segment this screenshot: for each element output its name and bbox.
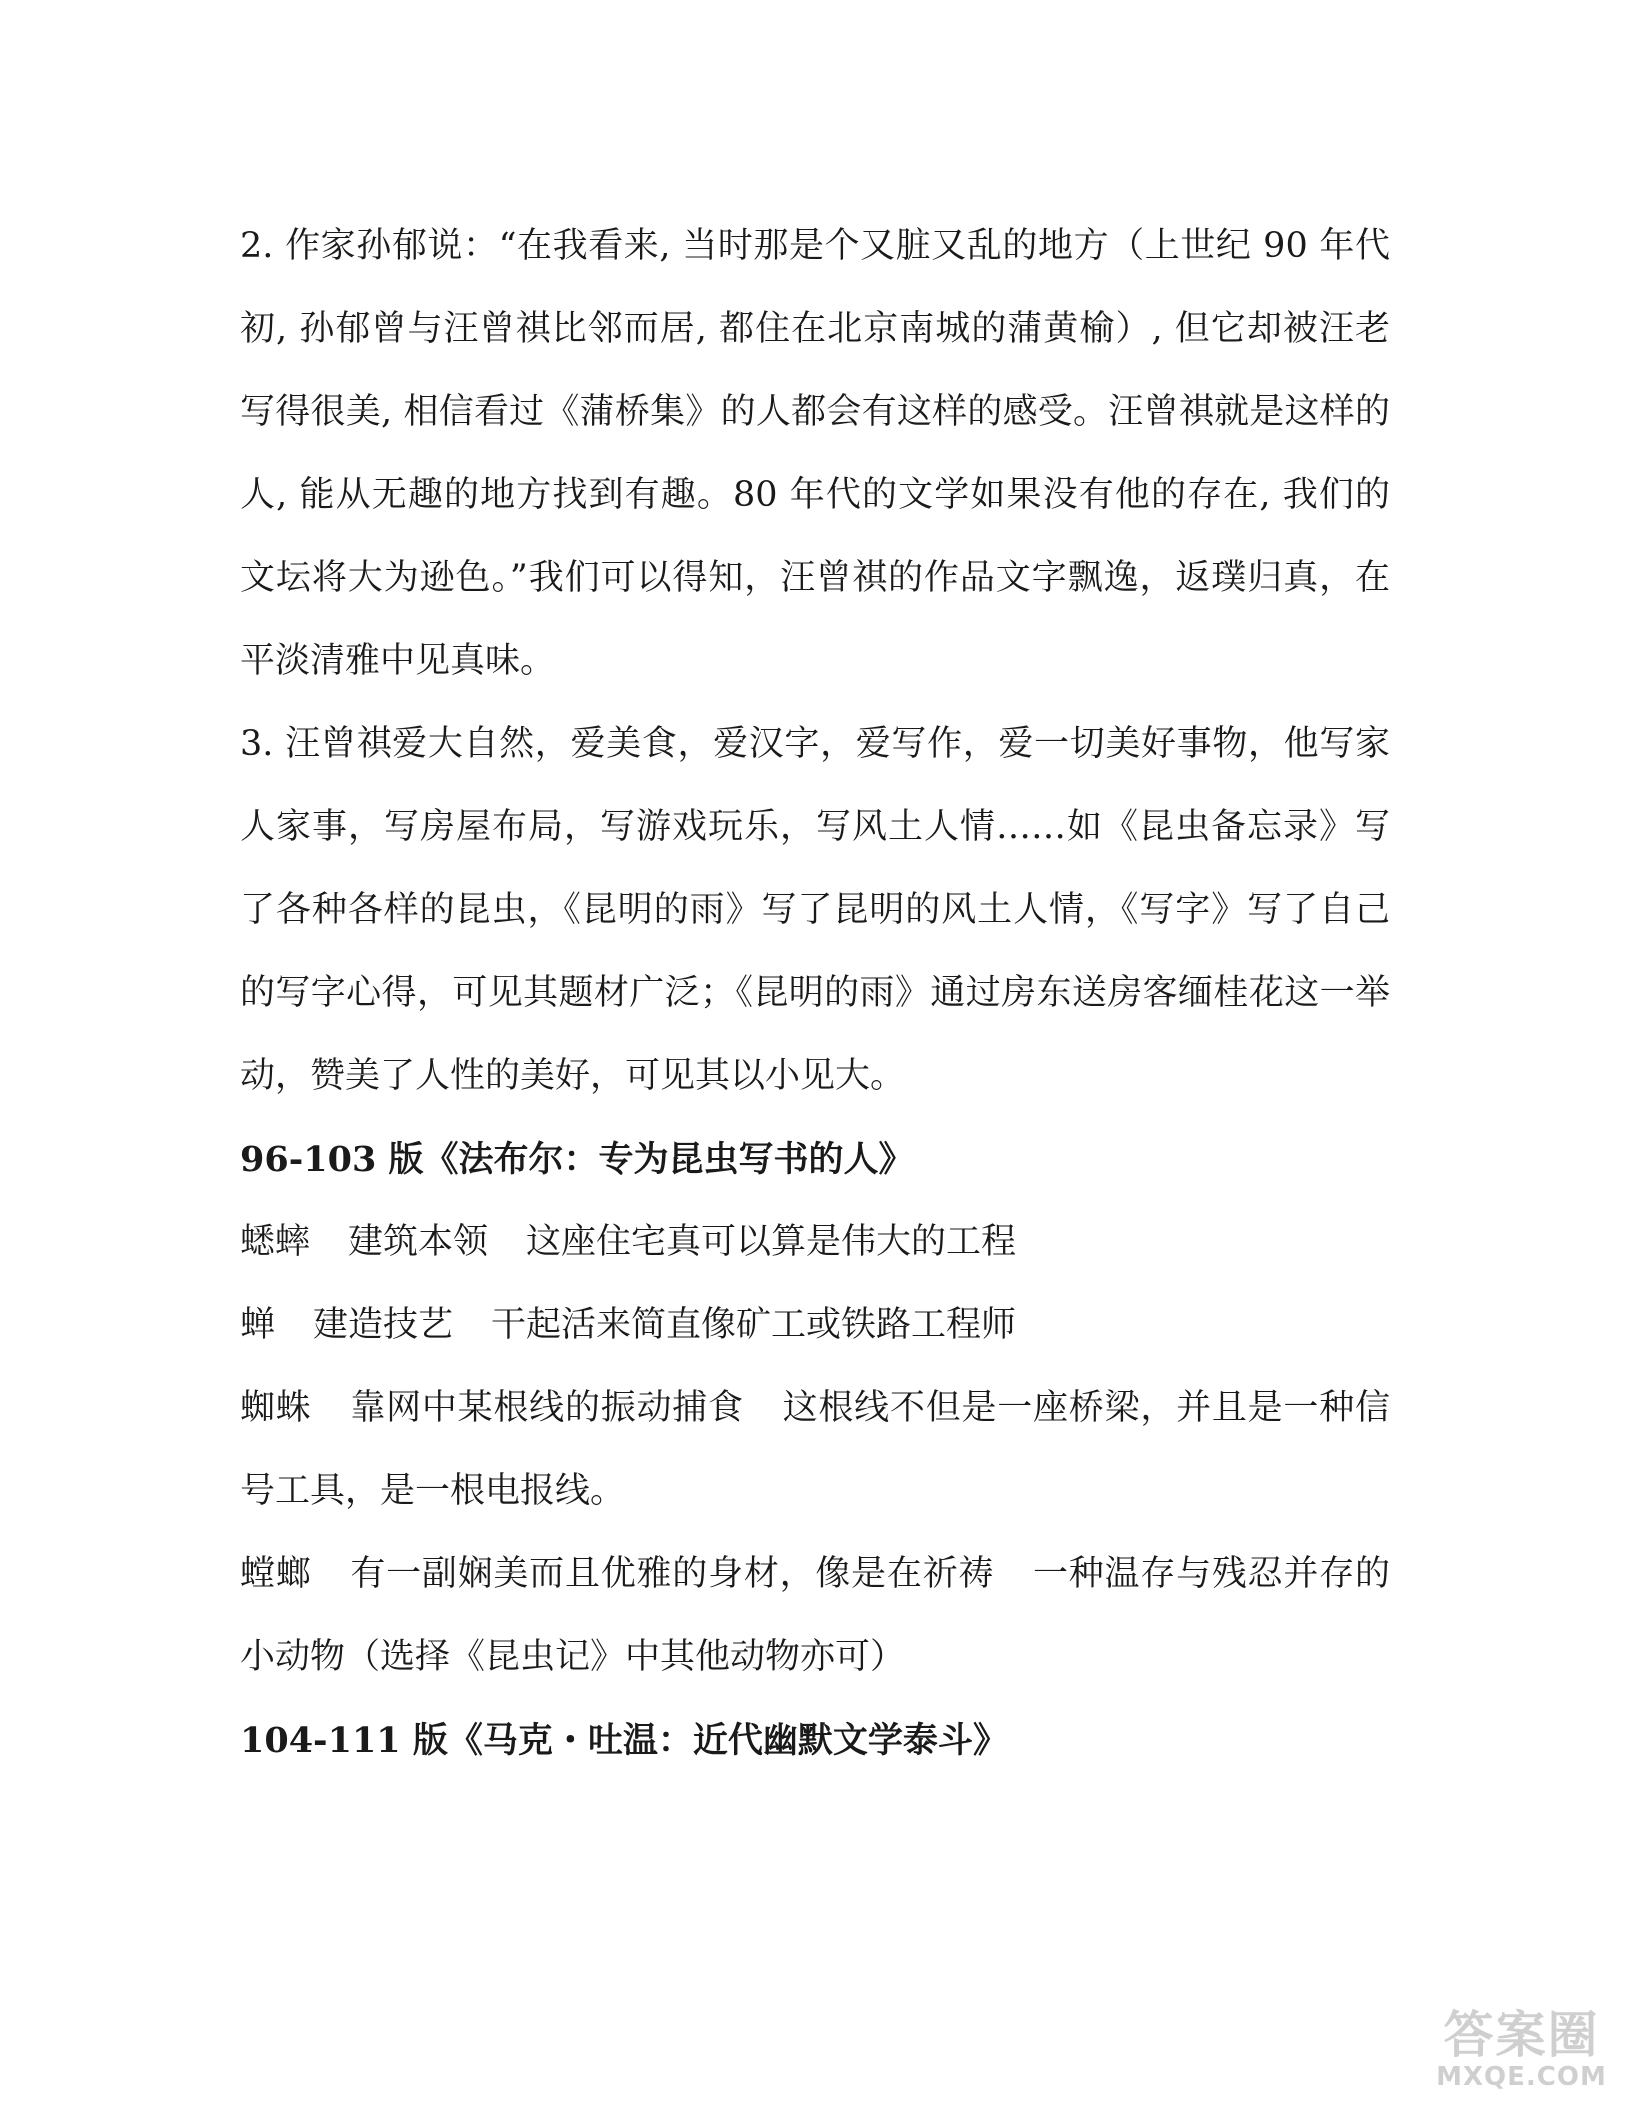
watermark-bottom: MXQE.COM — [1436, 2062, 1607, 2092]
insect-trait: 有一副娴美而且优雅的身材，像是在祈祷 — [349, 1554, 995, 1594]
watermark-top: 答案圈 — [1443, 2006, 1600, 2064]
insect-desc: 这座住宅真可以算是伟大的工程 — [526, 1222, 1017, 1262]
insect-desc: 一种温存与残忍并存的小动物（选择《昆虫记》中其他动物亦可） — [240, 1554, 1390, 1677]
insect-desc: 这根线不但是一座桥梁，并且是一种信号工具，是一根电报线。 — [240, 1388, 1390, 1511]
insect-trait: 建筑本领 — [348, 1222, 489, 1262]
insect-row-mantis — [240, 1533, 1390, 1699]
insect-name: 蟋蟀 — [240, 1222, 311, 1262]
insect-row-cricket — [240, 1201, 1390, 1284]
insect-trait: 靠网中某根线的振动捕食 — [349, 1388, 744, 1428]
insect-trait: 建造技艺 — [313, 1305, 454, 1345]
section-heading-fabre: 96-103 版《法布尔：专为昆虫写书的人》 — [240, 1139, 914, 1180]
insect-desc: 干起活来简直像矿工或铁路工程师 — [491, 1305, 1017, 1345]
insect-name: 螳螂 — [240, 1554, 312, 1594]
paragraph-2: 2. 作家孙郁说：“在我看来, 当时那是个又脏又乱的地方（上世纪 90 年代初, 孙郁曾与汪曾祺比邻而居, 都住在北京南城的蒲黄榆）, 但它却被汪老写得很美, 相信看过《蒲桥集》的人都会有这样的感受。汪曾祺就是这样的人, 能从无趣的地方找到有趣。80 年代的文学如果没有他的存在, 我们的文坛将大为逊色。”我们可以得知，汪曾祺的作品文字飘逸，返璞归真，在平淡清雅中见真味。 — [240, 226, 1390, 681]
watermark-logo — [1429, 2008, 1614, 2098]
insect-row-spider — [240, 1367, 1390, 1533]
insect-name: 蜘蛛 — [240, 1388, 312, 1428]
paragraph-3: 3. 汪曾祺爱大自然，爱美食，爱汉字，爱写作，爱一切美好事物，他写家人家事，写房屋布局，写游戏玩乐，写风土人情……如《昆虫备忘录》写了各种各样的昆虫，《昆明的雨》写了昆明的风土人情，《写字》写了自己的写字心得，可见其题材广泛；《昆明的雨》通过房东送房客缅桂花这一举动，赞美了人性的美好，可见其以小见大。 — [240, 724, 1390, 1096]
document-content — [240, 205, 1390, 1782]
insect-name: 蝉 — [240, 1305, 276, 1345]
insect-row-cicada — [240, 1284, 1390, 1367]
section-heading-twain: 104-111 版《马克・吐温：近代幽默文学泰斗》 — [240, 1720, 1008, 1761]
